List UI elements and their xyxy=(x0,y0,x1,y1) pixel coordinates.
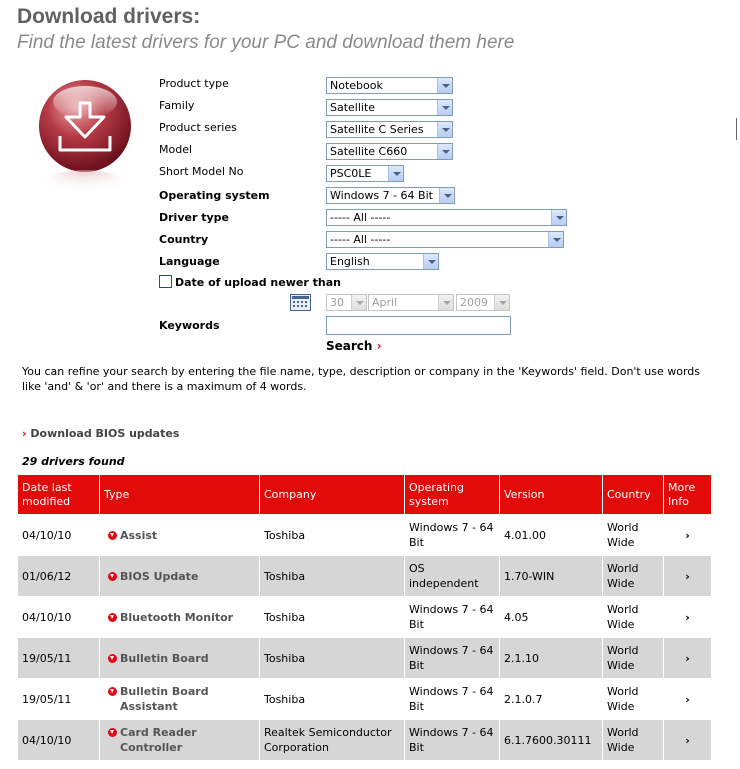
cell-version: 6.1.7600.30111 xyxy=(500,720,602,760)
type-link[interactable]: Bulletin Board Assistant xyxy=(120,685,209,713)
type-link[interactable]: Card Reader Controller xyxy=(120,726,197,754)
cell-date: 04/10/10 xyxy=(18,720,99,760)
cell-os: OS independent xyxy=(405,556,499,596)
type-link[interactable]: BIOS Update xyxy=(120,569,199,583)
more-info-link[interactable] xyxy=(664,638,711,678)
cell-os: Windows 7 - 64 Bit xyxy=(405,597,499,637)
cell-date: 19/05/11 xyxy=(18,638,99,678)
short-model-select[interactable] xyxy=(326,165,404,182)
product-type-value: Notebook xyxy=(330,79,383,92)
driver-type-select[interactable] xyxy=(326,209,567,226)
col-header-version[interactable]: Version xyxy=(500,475,602,514)
chevron-down-icon xyxy=(437,100,452,115)
cell-os: Windows 7 - 64 Bit xyxy=(405,720,499,760)
table-row xyxy=(18,597,711,637)
cell-os: Windows 7 - 64 Bit xyxy=(405,679,499,719)
page-subtitle: Find the latest drivers for your PC and download them here xyxy=(17,32,515,53)
expand-icon xyxy=(108,728,117,737)
cell-os: Windows 7 - 64 Bit xyxy=(405,638,499,678)
cell-version: 2.1.10 xyxy=(500,638,602,678)
cell-type[interactable] xyxy=(100,720,259,760)
table-row xyxy=(18,679,711,719)
table-row xyxy=(18,720,711,760)
date-month-value: April xyxy=(372,296,398,309)
table-row xyxy=(18,638,711,678)
keywords-input[interactable] xyxy=(326,316,511,335)
cell-version: 4.05 xyxy=(500,597,602,637)
cell-company: Toshiba xyxy=(260,556,404,596)
bios-updates-label: Download BIOS updates xyxy=(30,427,180,440)
table-row xyxy=(18,556,711,596)
col-header-os[interactable]: Operating system xyxy=(405,475,499,514)
language-select[interactable] xyxy=(326,253,439,270)
cell-type[interactable] xyxy=(100,515,259,555)
chevron-down-icon xyxy=(437,78,452,93)
cell-date: 04/10/10 xyxy=(18,597,99,637)
cell-company: Toshiba xyxy=(260,638,404,678)
cell-company: Toshiba xyxy=(260,597,404,637)
chevron-right-icon: › xyxy=(685,692,690,706)
chevron-right-icon: › xyxy=(685,610,690,624)
language-label: Language xyxy=(159,255,220,268)
family-value: Satellite xyxy=(330,101,376,114)
chevron-right-icon: › xyxy=(376,339,382,353)
cell-country: World Wide xyxy=(603,556,663,596)
cell-version: 4.01.00 xyxy=(500,515,602,555)
cell-type[interactable] xyxy=(100,597,259,637)
cell-type[interactable] xyxy=(100,638,259,678)
chevron-down-icon xyxy=(351,295,366,310)
col-header-country[interactable]: Country xyxy=(603,475,663,514)
language-value: English xyxy=(330,255,370,268)
col-header-type[interactable]: Type xyxy=(100,475,259,514)
page-title: Download drivers: xyxy=(17,5,201,28)
cell-type[interactable] xyxy=(100,556,259,596)
chevron-right-icon: › xyxy=(685,651,690,665)
family-select[interactable] xyxy=(326,99,453,116)
chevron-down-icon xyxy=(423,254,438,269)
date-day-select[interactable] xyxy=(326,294,367,311)
chevron-down-icon xyxy=(551,210,566,225)
cell-date: 04/10/10 xyxy=(18,515,99,555)
cell-date: 01/06/12 xyxy=(18,556,99,596)
model-label: Model xyxy=(159,143,193,156)
date-year-select[interactable] xyxy=(456,294,510,311)
cell-os: Windows 7 - 64 Bit xyxy=(405,515,499,555)
model-select[interactable] xyxy=(326,143,453,160)
product-series-value: Satellite C Series xyxy=(330,123,424,136)
col-header-company[interactable]: Company xyxy=(260,475,404,514)
chevron-right-icon: › xyxy=(685,733,690,747)
calendar-icon[interactable] xyxy=(290,294,311,311)
chevron-down-icon xyxy=(437,122,452,137)
short-model-value: PSC0LE xyxy=(330,167,372,180)
chevron-down-icon xyxy=(548,232,563,247)
type-link[interactable]: Assist xyxy=(120,528,158,542)
product-series-select[interactable] xyxy=(326,121,453,138)
chevron-down-icon xyxy=(437,144,452,159)
results-table xyxy=(17,474,712,761)
expand-icon xyxy=(108,654,117,663)
cell-version: 2.1.0.7 xyxy=(500,679,602,719)
table-row xyxy=(18,515,711,555)
chevron-down-icon xyxy=(494,295,509,310)
date-filter-label: Date of upload newer than xyxy=(175,276,341,289)
date-year-value: 2009 xyxy=(460,296,488,309)
type-link[interactable]: Bluetooth Monitor xyxy=(120,610,234,624)
more-info-link[interactable] xyxy=(664,597,711,637)
date-month-select[interactable] xyxy=(368,294,454,311)
download-logo-icon xyxy=(36,80,136,205)
expand-icon xyxy=(108,531,117,540)
search-label: Search xyxy=(326,339,373,353)
keywords-label: Keywords xyxy=(159,319,220,332)
cell-date: 19/05/11 xyxy=(18,679,99,719)
cell-company: Realtek Semiconductor Corporation xyxy=(260,720,404,760)
help-text: You can refine your search by entering the file name, type, description or company in the 'Keywords' field. Don't use words like 'and' & 'or' and there is a maximum of 4 words. xyxy=(22,365,700,393)
bios-updates-link[interactable] xyxy=(22,427,179,440)
country-label: Country xyxy=(159,233,209,246)
more-info-link[interactable] xyxy=(664,679,711,719)
operating-system-label: Operating system xyxy=(159,189,270,202)
chevron-right-icon: › xyxy=(685,528,690,542)
product-series-label: Product series xyxy=(159,121,237,134)
scrollbar-edge[interactable] xyxy=(736,118,737,140)
more-info-link[interactable] xyxy=(664,515,711,555)
search-button[interactable] xyxy=(326,339,382,353)
col-header-more-info: More Info xyxy=(664,475,711,514)
family-label: Family xyxy=(159,99,195,112)
short-model-label: Short Model No xyxy=(159,165,244,178)
driver-type-value: ----- All ----- xyxy=(330,211,391,224)
chevron-right-icon: › xyxy=(22,427,27,440)
more-info-link[interactable] xyxy=(664,556,711,596)
cell-version: 1.70-WIN xyxy=(500,556,602,596)
expand-icon xyxy=(108,613,117,622)
more-info-link[interactable] xyxy=(664,720,711,760)
product-type-label: Product type xyxy=(159,77,229,90)
date-day-value: 30 xyxy=(330,296,344,309)
col-header-date[interactable]: Date last modified xyxy=(18,475,99,514)
country-select[interactable] xyxy=(326,231,564,248)
date-filter-checkbox[interactable] xyxy=(159,275,172,288)
cell-type[interactable] xyxy=(100,679,259,719)
cell-country: World Wide xyxy=(603,638,663,678)
expand-icon xyxy=(108,687,117,696)
product-type-select[interactable] xyxy=(326,77,453,94)
cell-country: World Wide xyxy=(603,720,663,760)
expand-icon xyxy=(108,572,117,581)
type-link[interactable]: Bulletin Board xyxy=(120,651,209,665)
chevron-down-icon xyxy=(438,295,453,310)
chevron-down-icon xyxy=(439,188,454,203)
cell-country: World Wide xyxy=(603,515,663,555)
cell-country: World Wide xyxy=(603,597,663,637)
operating-system-select[interactable] xyxy=(326,187,455,204)
cell-company: Toshiba xyxy=(260,515,404,555)
chevron-right-icon: › xyxy=(685,569,690,583)
operating-system-value: Windows 7 - 64 Bit xyxy=(330,189,433,202)
model-value: Satellite C660 xyxy=(330,145,408,158)
cell-company: Toshiba xyxy=(260,679,404,719)
country-value: ----- All ----- xyxy=(330,233,391,246)
cell-country: World Wide xyxy=(603,679,663,719)
driver-type-label: Driver type xyxy=(159,211,229,224)
table-header-row xyxy=(18,475,711,514)
results-count: 29 drivers found xyxy=(22,455,125,468)
chevron-down-icon xyxy=(388,166,403,181)
